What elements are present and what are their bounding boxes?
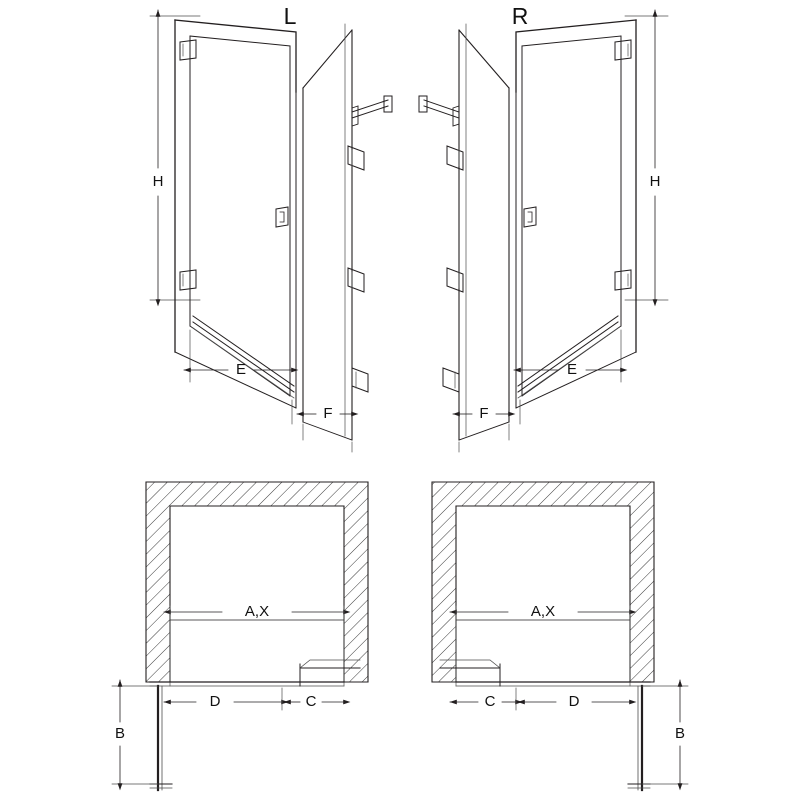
dimension-f-left: F <box>323 404 333 422</box>
plan-right-view <box>432 482 688 790</box>
dimension-ax-left: A,X <box>244 602 270 620</box>
dimension-c-left: C <box>305 692 317 710</box>
dimension-e-right: E <box>566 360 578 378</box>
dimension-h-left: H <box>152 172 164 190</box>
plan-left-view <box>112 482 368 790</box>
dimension-c-right: C <box>484 692 496 710</box>
dimension-h-right: H <box>649 172 661 190</box>
dimension-b-left: B <box>114 724 126 742</box>
dimension-f-right: F <box>479 404 489 422</box>
dimension-ax-right: A,X <box>530 602 556 620</box>
elevation-right-view <box>419 16 668 452</box>
elevation-left-view <box>150 16 392 452</box>
dimension-d-left: D <box>209 692 221 710</box>
dimension-e-left: E <box>235 360 247 378</box>
dimension-d-right: D <box>568 692 580 710</box>
handing-label-right: R <box>511 3 529 30</box>
handing-label-left: L <box>283 3 297 30</box>
dimension-b-right: B <box>674 724 686 742</box>
